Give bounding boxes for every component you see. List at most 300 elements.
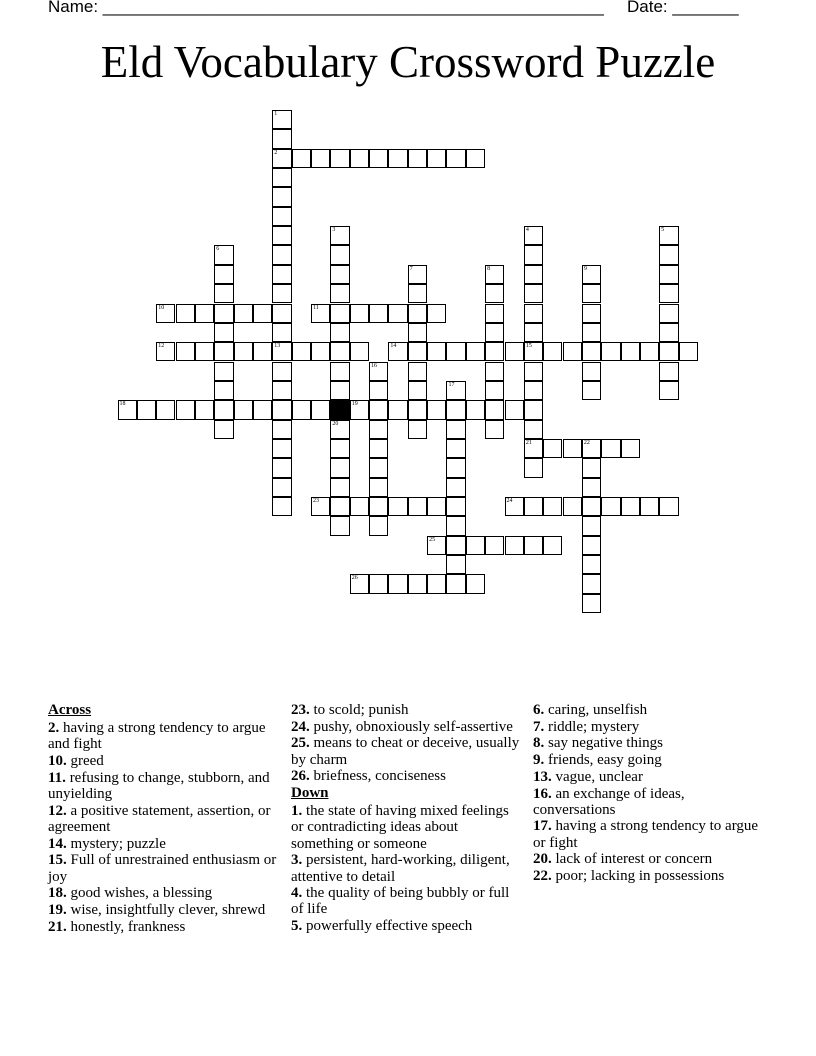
grid-cell[interactable] bbox=[330, 458, 349, 477]
grid-cell[interactable] bbox=[446, 536, 465, 555]
grid-cell[interactable] bbox=[621, 342, 640, 361]
clue-text: greed bbox=[66, 753, 104, 770]
grid-cell[interactable] bbox=[621, 439, 640, 458]
grid-cell[interactable] bbox=[659, 265, 678, 284]
clues-column-3 bbox=[533, 702, 765, 885]
grid-cell[interactable] bbox=[485, 284, 504, 303]
grid-cell[interactable] bbox=[408, 284, 427, 303]
grid-cell[interactable] bbox=[621, 497, 640, 516]
grid-cell[interactable] bbox=[485, 362, 504, 381]
clue-text: Full of unrestrained enthusiasm or joy bbox=[48, 852, 277, 885]
clue-number-label: 3. bbox=[291, 852, 303, 869]
grid-cell[interactable] bbox=[408, 420, 427, 439]
clue-item bbox=[48, 753, 280, 769]
clue-item bbox=[291, 918, 523, 934]
grid-cell[interactable] bbox=[524, 420, 543, 439]
grid-cell[interactable] bbox=[272, 129, 291, 148]
black-square bbox=[330, 400, 349, 419]
grid-cell[interactable] bbox=[176, 304, 195, 323]
clue-number: 16 bbox=[371, 362, 378, 369]
grid-cell[interactable] bbox=[485, 400, 504, 419]
grid-cell[interactable] bbox=[330, 439, 349, 458]
grid-cell[interactable] bbox=[272, 265, 291, 284]
clue-number-label: 17. bbox=[533, 818, 552, 835]
clue-item bbox=[533, 719, 765, 735]
clue-number-label: 25. bbox=[291, 735, 310, 752]
grid-cell[interactable] bbox=[659, 284, 678, 303]
grid-cell[interactable] bbox=[466, 536, 485, 555]
grid-cell[interactable] bbox=[524, 342, 543, 361]
clue-item bbox=[48, 803, 280, 835]
clue-number: 22 bbox=[583, 439, 590, 446]
grid-cell[interactable] bbox=[388, 149, 407, 168]
across-clue-list-continued bbox=[291, 702, 523, 785]
clue-text: means to cheat or deceive, usually by charm bbox=[291, 735, 520, 768]
clue-item bbox=[291, 852, 523, 884]
grid-cell[interactable] bbox=[505, 536, 524, 555]
grid-cell[interactable] bbox=[446, 400, 465, 419]
grid-cell[interactable] bbox=[369, 304, 388, 323]
clue-item bbox=[533, 769, 765, 785]
grid-cell[interactable] bbox=[505, 400, 524, 419]
grid-cell[interactable] bbox=[582, 516, 601, 535]
grid-cell[interactable] bbox=[582, 342, 601, 361]
grid-cell[interactable] bbox=[582, 536, 601, 555]
grid-cell[interactable] bbox=[659, 381, 678, 400]
clue-number: 5 bbox=[661, 227, 665, 234]
grid-cell[interactable] bbox=[582, 555, 601, 574]
clue-number-label: 5. bbox=[291, 918, 303, 935]
grid-cell[interactable] bbox=[214, 381, 233, 400]
grid-cell[interactable] bbox=[330, 245, 349, 264]
clue-item bbox=[48, 852, 280, 884]
clue-number-label: 24. bbox=[291, 718, 310, 735]
grid-cell[interactable] bbox=[350, 497, 369, 516]
grid-cell[interactable] bbox=[582, 323, 601, 342]
clues-column-1 bbox=[48, 702, 280, 935]
grid-cell[interactable] bbox=[176, 400, 195, 419]
clue-number-label: 4. bbox=[291, 885, 303, 902]
grid-cell[interactable] bbox=[659, 342, 678, 361]
grid-cell[interactable] bbox=[388, 497, 407, 516]
clue-number: 13 bbox=[274, 343, 281, 350]
clue-text: say negative things bbox=[544, 735, 663, 752]
clue-item bbox=[291, 768, 523, 784]
clue-number-label: 23. bbox=[291, 702, 310, 718]
grid-cell[interactable] bbox=[659, 304, 678, 323]
clue-item bbox=[48, 770, 280, 802]
grid-cell[interactable] bbox=[524, 362, 543, 381]
grid-cell[interactable] bbox=[330, 323, 349, 342]
grid-cell[interactable] bbox=[524, 400, 543, 419]
clue-number-label: 16. bbox=[533, 785, 552, 802]
grid-cell[interactable] bbox=[582, 574, 601, 593]
grid-cell[interactable] bbox=[369, 149, 388, 168]
grid-cell[interactable] bbox=[330, 304, 349, 323]
grid-cell[interactable] bbox=[679, 342, 698, 361]
grid-cell[interactable] bbox=[601, 342, 620, 361]
date-field-label: Date: _______ bbox=[627, 0, 739, 16]
grid-cell[interactable] bbox=[311, 149, 330, 168]
clue-item bbox=[48, 885, 280, 901]
grid-cell[interactable] bbox=[446, 574, 465, 593]
clue-item bbox=[533, 818, 765, 850]
grid-cell[interactable] bbox=[369, 497, 388, 516]
grid-cell[interactable] bbox=[563, 439, 582, 458]
grid-cell[interactable] bbox=[195, 304, 214, 323]
grid-cell[interactable] bbox=[524, 497, 543, 516]
clue-text: wise, insightfully clever, shrewd bbox=[66, 901, 266, 918]
grid-cell[interactable] bbox=[234, 400, 253, 419]
clue-text: friends, easy going bbox=[544, 752, 662, 769]
grid-cell[interactable] bbox=[427, 342, 446, 361]
clue-number-label: 9. bbox=[533, 752, 545, 769]
grid-cell[interactable] bbox=[427, 574, 446, 593]
grid-cell[interactable] bbox=[330, 284, 349, 303]
grid-cell[interactable] bbox=[272, 187, 291, 206]
grid-cell[interactable] bbox=[388, 304, 407, 323]
clue-item bbox=[48, 919, 280, 935]
grid-cell[interactable] bbox=[350, 304, 369, 323]
grid-cell[interactable] bbox=[524, 536, 543, 555]
clue-item bbox=[291, 803, 523, 852]
grid-cell[interactable] bbox=[195, 400, 214, 419]
grid-cell[interactable] bbox=[350, 400, 369, 419]
clue-number: 21 bbox=[525, 439, 532, 446]
grid-cell[interactable] bbox=[601, 439, 620, 458]
clue-text: persistent, hard-working, diligent, attentive to detail bbox=[291, 852, 510, 885]
clue-number-label: 14. bbox=[48, 835, 67, 852]
grid-cell[interactable] bbox=[292, 149, 311, 168]
clue-number: 15 bbox=[525, 343, 532, 350]
grid-cell[interactable] bbox=[582, 458, 601, 477]
grid-cell[interactable] bbox=[524, 226, 543, 245]
grid-cell[interactable] bbox=[369, 381, 388, 400]
grid-cell[interactable] bbox=[427, 497, 446, 516]
grid-cell[interactable] bbox=[272, 400, 291, 419]
grid-cell[interactable] bbox=[292, 400, 311, 419]
grid-cell[interactable] bbox=[446, 439, 465, 458]
across-heading: Across bbox=[48, 702, 92, 718]
clue-number-label: 18. bbox=[48, 885, 67, 902]
clue-number-label: 8. bbox=[533, 735, 545, 752]
grid-cell[interactable] bbox=[311, 400, 330, 419]
grid-cell[interactable] bbox=[446, 478, 465, 497]
grid-cell[interactable] bbox=[272, 439, 291, 458]
grid-cell[interactable] bbox=[563, 342, 582, 361]
clue-text: caring, unselfish bbox=[544, 702, 648, 718]
grid-cell[interactable] bbox=[253, 342, 272, 361]
grid-cell[interactable] bbox=[524, 458, 543, 477]
grid-cell[interactable] bbox=[640, 497, 659, 516]
clue-number: 11 bbox=[313, 304, 319, 311]
clue-number: 10 bbox=[158, 304, 165, 311]
grid-cell[interactable] bbox=[330, 420, 349, 439]
grid-cell[interactable] bbox=[524, 284, 543, 303]
grid-cell[interactable] bbox=[311, 342, 330, 361]
grid-cell[interactable] bbox=[369, 478, 388, 497]
clue-number-label: 11. bbox=[48, 769, 66, 786]
clue-number: 8 bbox=[487, 265, 491, 272]
grid-cell[interactable] bbox=[446, 555, 465, 574]
clue-number-label: 15. bbox=[48, 852, 67, 869]
grid-cell[interactable] bbox=[369, 574, 388, 593]
grid-cell[interactable] bbox=[214, 265, 233, 284]
grid-cell[interactable] bbox=[582, 594, 601, 613]
clue-number-label: 13. bbox=[533, 768, 552, 785]
grid-cell[interactable] bbox=[582, 265, 601, 284]
grid-cell[interactable] bbox=[524, 323, 543, 342]
grid-cell[interactable] bbox=[543, 536, 562, 555]
clue-text: honestly, frankness bbox=[66, 918, 186, 935]
grid-cell[interactable] bbox=[446, 516, 465, 535]
clue-item bbox=[533, 752, 765, 768]
grid-cell[interactable] bbox=[330, 226, 349, 245]
clue-number-label: 6. bbox=[533, 702, 545, 718]
grid-cell[interactable] bbox=[369, 420, 388, 439]
clue-number: 23 bbox=[313, 498, 319, 504]
grid-cell[interactable] bbox=[214, 362, 233, 381]
clue-text: powerfully effective speech bbox=[302, 918, 473, 935]
grid-cell[interactable] bbox=[330, 149, 349, 168]
grid-cell[interactable] bbox=[118, 400, 137, 419]
across-clue-list bbox=[48, 720, 280, 935]
grid-cell[interactable] bbox=[330, 497, 349, 516]
grid-cell[interactable] bbox=[427, 304, 446, 323]
grid-cell[interactable] bbox=[388, 400, 407, 419]
clue-number: 7 bbox=[409, 265, 413, 272]
grid-cell[interactable] bbox=[330, 362, 349, 381]
grid-cell[interactable] bbox=[156, 400, 175, 419]
grid-cell[interactable] bbox=[272, 362, 291, 381]
grid-cell[interactable] bbox=[156, 304, 175, 323]
grid-cell[interactable] bbox=[408, 265, 427, 284]
grid-cell[interactable] bbox=[582, 362, 601, 381]
grid-cell[interactable] bbox=[214, 245, 233, 264]
grid-cell[interactable] bbox=[272, 497, 291, 516]
grid-cell[interactable] bbox=[446, 420, 465, 439]
grid-cell[interactable] bbox=[272, 168, 291, 187]
clue-number-label: 12. bbox=[48, 802, 67, 819]
grid-cell[interactable] bbox=[214, 284, 233, 303]
clue-text: vague, unclear bbox=[551, 768, 643, 785]
clue-number: 4 bbox=[525, 227, 529, 234]
grid-cell[interactable] bbox=[408, 323, 427, 342]
grid-cell[interactable] bbox=[253, 400, 272, 419]
clue-text: the state of having mixed feelings or contradicting ideas about something or someone bbox=[291, 803, 509, 852]
clue-text: briefness, conciseness bbox=[309, 768, 446, 785]
grid-cell[interactable] bbox=[369, 439, 388, 458]
clue-item bbox=[533, 786, 765, 818]
clue-number: 25 bbox=[429, 536, 436, 543]
grid-cell[interactable] bbox=[582, 439, 601, 458]
grid-cell[interactable] bbox=[659, 497, 678, 516]
grid-cell[interactable] bbox=[582, 478, 601, 497]
grid-cell[interactable] bbox=[350, 342, 369, 361]
grid-cell[interactable] bbox=[272, 110, 291, 129]
grid-cell[interactable] bbox=[427, 149, 446, 168]
grid-cell[interactable] bbox=[466, 149, 485, 168]
grid-cell[interactable] bbox=[369, 516, 388, 535]
grid-cell[interactable] bbox=[272, 420, 291, 439]
grid-cell[interactable] bbox=[272, 478, 291, 497]
down-clue-list-continued bbox=[533, 702, 765, 884]
grid-cell[interactable] bbox=[659, 226, 678, 245]
grid-cell[interactable] bbox=[466, 400, 485, 419]
grid-cell[interactable] bbox=[330, 516, 349, 535]
grid-cell[interactable] bbox=[485, 265, 504, 284]
grid-cell[interactable] bbox=[582, 284, 601, 303]
grid-cell[interactable] bbox=[214, 304, 233, 323]
clue-number: 17 bbox=[448, 381, 455, 388]
grid-cell[interactable] bbox=[485, 381, 504, 400]
grid-cell[interactable] bbox=[524, 381, 543, 400]
grid-cell[interactable] bbox=[195, 342, 214, 361]
grid-cell[interactable] bbox=[446, 381, 465, 400]
grid-cell[interactable] bbox=[485, 342, 504, 361]
clue-item bbox=[533, 735, 765, 751]
clue-number: 2 bbox=[274, 149, 278, 156]
grid-cell[interactable] bbox=[427, 400, 446, 419]
grid-cell[interactable] bbox=[505, 497, 524, 516]
grid-cell[interactable] bbox=[311, 304, 330, 323]
grid-cell[interactable] bbox=[292, 342, 311, 361]
down-heading: Down bbox=[291, 785, 329, 802]
grid-cell[interactable] bbox=[582, 497, 601, 516]
grid-cell[interactable] bbox=[543, 342, 562, 361]
clue-text: mystery; puzzle bbox=[66, 835, 166, 852]
grid-cell[interactable] bbox=[524, 439, 543, 458]
clue-number-label: 22. bbox=[533, 868, 552, 885]
grid-cell[interactable] bbox=[485, 420, 504, 439]
grid-cell[interactable] bbox=[137, 400, 156, 419]
grid-cell[interactable] bbox=[466, 342, 485, 361]
grid-cell[interactable] bbox=[543, 439, 562, 458]
grid-cell[interactable] bbox=[408, 381, 427, 400]
grid-cell[interactable] bbox=[408, 342, 427, 361]
grid-cell[interactable] bbox=[446, 497, 465, 516]
grid-cell[interactable] bbox=[272, 458, 291, 477]
grid-cell[interactable] bbox=[563, 497, 582, 516]
grid-cell[interactable] bbox=[446, 342, 465, 361]
grid-cell[interactable] bbox=[505, 342, 524, 361]
grid-cell[interactable] bbox=[272, 149, 291, 168]
grid-cell[interactable] bbox=[408, 574, 427, 593]
grid-cell[interactable] bbox=[485, 323, 504, 342]
grid-cell[interactable] bbox=[369, 400, 388, 419]
clue-item bbox=[291, 702, 523, 718]
grid-cell[interactable] bbox=[408, 304, 427, 323]
clue-text: having a strong tendency to argue or fight bbox=[533, 818, 759, 851]
grid-cell[interactable] bbox=[408, 400, 427, 419]
grid-cell[interactable] bbox=[214, 400, 233, 419]
grid-cell[interactable] bbox=[466, 574, 485, 593]
grid-cell[interactable] bbox=[659, 323, 678, 342]
clue-number-label: 7. bbox=[533, 718, 545, 735]
down-clue-list bbox=[291, 803, 523, 934]
grid-cell[interactable] bbox=[408, 497, 427, 516]
grid-cell[interactable] bbox=[311, 497, 330, 516]
clue-text: riddle; mystery bbox=[544, 718, 640, 735]
grid-cell[interactable] bbox=[330, 478, 349, 497]
grid-cell[interactable] bbox=[408, 362, 427, 381]
grid-cell[interactable] bbox=[156, 342, 175, 361]
grid-cell[interactable] bbox=[543, 497, 562, 516]
page-title: Eld Vocabulary Crossword Puzzle bbox=[100, 37, 716, 87]
grid-cell[interactable] bbox=[369, 362, 388, 381]
grid-cell[interactable] bbox=[601, 497, 620, 516]
grid-cell[interactable] bbox=[485, 536, 504, 555]
grid-cell[interactable] bbox=[330, 381, 349, 400]
grid-cell[interactable] bbox=[272, 323, 291, 342]
grid-cell[interactable] bbox=[272, 284, 291, 303]
grid-cell[interactable] bbox=[272, 304, 291, 323]
grid-cell[interactable] bbox=[330, 342, 349, 361]
clue-text: lack of interest or concern bbox=[551, 851, 713, 868]
grid-cell[interactable] bbox=[446, 458, 465, 477]
clue-item bbox=[533, 868, 765, 884]
clue-number: 20 bbox=[332, 420, 339, 427]
clue-number: 26 bbox=[351, 575, 358, 582]
grid-cell[interactable] bbox=[524, 265, 543, 284]
grid-cell[interactable] bbox=[427, 536, 446, 555]
grid-cell[interactable] bbox=[272, 226, 291, 245]
clue-number: 3 bbox=[332, 227, 336, 234]
clue-number: 12 bbox=[158, 343, 165, 350]
grid-cell[interactable] bbox=[330, 265, 349, 284]
clue-text: good wishes, a blessing bbox=[66, 885, 213, 902]
clue-item bbox=[291, 885, 523, 917]
grid-cell[interactable] bbox=[214, 420, 233, 439]
grid-cell[interactable] bbox=[388, 342, 407, 361]
clue-number: 19 bbox=[351, 401, 358, 408]
grid-cell[interactable] bbox=[388, 574, 407, 593]
grid-cell[interactable] bbox=[214, 342, 233, 361]
clue-number: 14 bbox=[390, 343, 397, 350]
grid-cell[interactable] bbox=[350, 574, 369, 593]
grid-cell[interactable] bbox=[408, 149, 427, 168]
clue-number: 1 bbox=[274, 111, 278, 117]
grid-cell[interactable] bbox=[582, 381, 601, 400]
grid-cell[interactable] bbox=[369, 458, 388, 477]
grid-cell[interactable] bbox=[524, 304, 543, 323]
grid-cell[interactable] bbox=[485, 304, 504, 323]
grid-cell[interactable] bbox=[234, 304, 253, 323]
grid-cell[interactable] bbox=[350, 149, 369, 168]
grid-cell[interactable] bbox=[214, 323, 233, 342]
grid-cell[interactable] bbox=[272, 381, 291, 400]
grid-cell[interactable] bbox=[272, 245, 291, 264]
grid-cell[interactable] bbox=[659, 245, 678, 264]
clue-text: poor; lacking in possessions bbox=[551, 868, 725, 885]
grid-cell[interactable] bbox=[253, 304, 272, 323]
name-field-label: Name: _____________________________________________________ bbox=[48, 0, 604, 16]
clue-text: pushy, obnoxiously self-assertive bbox=[309, 718, 513, 735]
clue-number-label: 2. bbox=[48, 720, 60, 737]
clue-item bbox=[48, 720, 280, 752]
grid-cell[interactable] bbox=[272, 342, 291, 361]
clue-number-label: 21. bbox=[48, 918, 67, 935]
grid-cell[interactable] bbox=[272, 207, 291, 226]
grid-cell[interactable] bbox=[446, 149, 465, 168]
grid-cell[interactable] bbox=[640, 342, 659, 361]
grid-cell[interactable] bbox=[582, 304, 601, 323]
clue-item bbox=[48, 836, 280, 852]
grid-cell[interactable] bbox=[659, 362, 678, 381]
grid-cell[interactable] bbox=[176, 342, 195, 361]
grid-cell[interactable] bbox=[524, 245, 543, 264]
grid-cell[interactable] bbox=[234, 342, 253, 361]
